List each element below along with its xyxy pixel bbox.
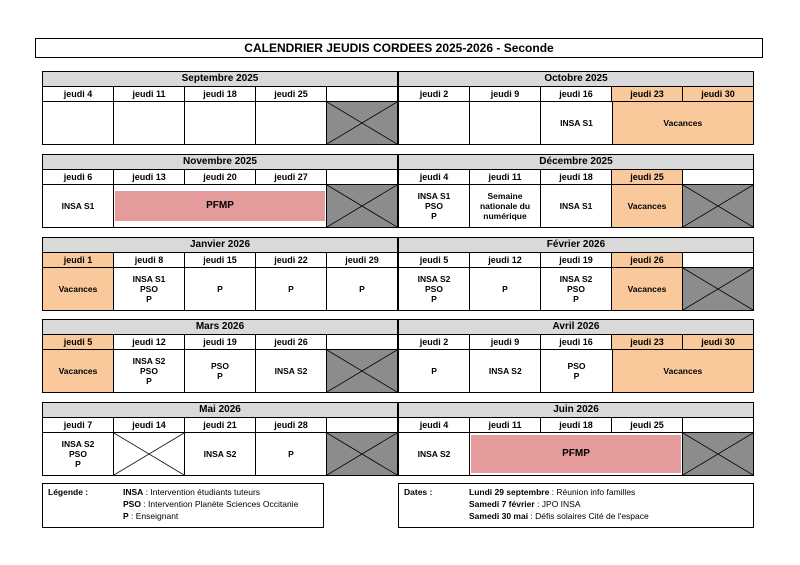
vacation-cell: Vacances [613, 350, 753, 392]
legend-key: INSA [123, 487, 144, 497]
date-key: Lundi 29 septembre [469, 487, 550, 497]
date-value: : JPO INSA [534, 499, 581, 509]
week-label: jeudi 28 [256, 418, 327, 432]
week-label: jeudi 30 [683, 335, 753, 349]
week-label [683, 170, 753, 184]
dates-title: Dates : [404, 487, 433, 497]
week-label: jeudi 12 [114, 335, 185, 349]
day-cell: INSA S1 PSO P [399, 185, 470, 227]
day-cell: P [256, 433, 327, 475]
week-label: jeudi 5 [43, 335, 114, 349]
week-label: jeudi 5 [399, 253, 470, 267]
day-cell: INSA S1 PSO P [114, 268, 185, 310]
day-cell [256, 102, 327, 144]
week-label: jeudi 29 [345, 255, 379, 265]
day-cell: INSA S2 [399, 433, 470, 475]
week-label: jeudi 23 [612, 87, 683, 101]
date-key: Samedi 7 février [469, 499, 535, 509]
week-label: jeudi 4 [399, 418, 470, 432]
day-cell: INSA S2 PSO P [114, 350, 185, 392]
day-cell: INSA S2 [185, 433, 256, 475]
day-cell [185, 102, 256, 144]
vacation-cell: Vacances [613, 102, 753, 144]
crossed-out-cell [327, 350, 397, 392]
month-title: Avril 2026 [399, 320, 753, 335]
week-label [683, 253, 753, 267]
crossed-out-cell [327, 102, 397, 144]
day-cell: P [359, 284, 365, 294]
week-label: jeudi 19 [185, 335, 256, 349]
pfmp-label: PFMP [471, 435, 681, 473]
month-title: Décembre 2025 [399, 155, 753, 170]
week-label: jeudi 13 [114, 170, 185, 184]
day-cell: INSA S2 PSO P [541, 268, 612, 310]
week-label: jeudi 23 [612, 335, 683, 349]
week-label: jeudi 25 [612, 418, 683, 432]
month-september [42, 71, 398, 145]
day-cell: P [399, 350, 470, 392]
vacation-cell: Vacances [612, 185, 683, 227]
month-november [42, 154, 398, 228]
crossed-out-cell [683, 185, 753, 227]
week-label: jeudi 4 [399, 170, 470, 184]
pfmp-label: PFMP [115, 191, 325, 221]
week-label: jeudi 27 [256, 170, 327, 184]
week-label: jeudi 18 [185, 87, 256, 101]
week-label [327, 87, 397, 101]
week-label: jeudi 26 [256, 335, 327, 349]
legend-title: Légende : [48, 487, 89, 497]
date-value: : Réunion info familles [549, 487, 636, 497]
week-label [683, 418, 753, 432]
legend-box [42, 483, 324, 528]
week-label: jeudi 19 [541, 253, 612, 267]
dates-box [398, 483, 754, 528]
day-cell: P [470, 268, 541, 310]
month-title: Février 2026 [399, 238, 753, 253]
pfmp-cell [114, 185, 327, 227]
week-label: jeudi 21 [185, 418, 256, 432]
vacation-cell: Vacances [43, 350, 114, 392]
month-title: Mai 2026 [43, 403, 397, 418]
week-label: jeudi 18 [541, 170, 612, 184]
day-cell [399, 102, 470, 144]
month-may [42, 402, 398, 476]
legend-value: : Intervention étudiants tuteurs [143, 487, 261, 497]
week-label [327, 418, 397, 432]
month-april [398, 319, 754, 393]
week-label: jeudi 2 [399, 335, 470, 349]
day-cell [43, 102, 114, 144]
legend-key: PSO [123, 499, 141, 509]
day-cell [470, 102, 541, 144]
week-label: jeudi 25 [256, 87, 327, 101]
week-label: jeudi 30 [683, 87, 753, 101]
month-june [398, 402, 754, 476]
day-cell: PSO P [185, 350, 256, 392]
day-cell: INSA S2 PSO P [399, 268, 470, 310]
week-label: jeudi 26 [612, 253, 683, 267]
vacation-cell: Vacances [43, 268, 114, 310]
crossed-out-cell [683, 268, 753, 310]
week-label: jeudi 2 [399, 87, 470, 101]
crossed-out-cell [327, 185, 397, 227]
vacation-cell: Vacances [612, 268, 683, 310]
week-label: jeudi 1 [43, 253, 114, 267]
month-title: Octobre 2025 [399, 72, 753, 87]
day-cell: INSA S1 [541, 185, 612, 227]
month-title: Novembre 2025 [43, 155, 397, 170]
week-label: jeudi 6 [43, 170, 114, 184]
date-value: : Défis solaires Cité de l'espace [528, 511, 649, 521]
week-label: jeudi 11 [470, 418, 541, 432]
week-label: jeudi 11 [114, 87, 185, 101]
crossed-out-cell [683, 433, 753, 475]
day-cell: P [256, 268, 327, 310]
week-label: jeudi 15 [185, 253, 256, 267]
week-label: jeudi 9 [470, 335, 541, 349]
legend-value: : Intervention Planète Sciences Occitanie [140, 499, 299, 509]
day-cell: INSA S1 [43, 185, 114, 227]
month-title: Juin 2026 [399, 403, 753, 418]
day-cell: P [185, 268, 256, 310]
week-label: jeudi 9 [470, 87, 541, 101]
week-label [327, 170, 397, 184]
week-label: jeudi 18 [541, 418, 612, 432]
month-march [42, 319, 398, 393]
day-cell: INSA S2 [256, 350, 327, 392]
week-label: jeudi 25 [612, 170, 683, 184]
week-label: jeudi 22 [256, 253, 327, 267]
month-title: Janvier 2026 [43, 238, 397, 253]
month-title: Mars 2026 [43, 320, 397, 335]
week-label: jeudi 7 [43, 418, 114, 432]
legend-value: : Enseignant [128, 511, 179, 521]
month-october [398, 71, 754, 145]
day-cell: INSA S2 PSO P [43, 433, 114, 475]
day-cell: PSO P [541, 350, 612, 392]
week-label: jeudi 8 [114, 253, 185, 267]
crossed-out-cell [327, 433, 397, 475]
day-cell: Semaine nationale du numérique [470, 185, 541, 227]
month-february [398, 237, 754, 311]
day-cell: INSA S2 [470, 350, 541, 392]
month-december [398, 154, 754, 228]
week-label: jeudi 20 [185, 170, 256, 184]
week-label: jeudi 16 [541, 87, 612, 101]
day-cell: INSA S1 [541, 102, 612, 144]
month-title: Septembre 2025 [43, 72, 397, 87]
pfmp-cell [470, 433, 683, 475]
crossed-out-cell [114, 433, 185, 475]
week-label: jeudi 12 [470, 253, 541, 267]
month-january [42, 237, 398, 311]
page-title: CALENDRIER JEUDIS CORDEES 2025-2026 - Seconde [35, 38, 763, 58]
date-key: Samedi 30 mai [469, 511, 529, 521]
week-label: jeudi 11 [470, 170, 541, 184]
week-label [327, 335, 397, 349]
legend-key: P [123, 511, 129, 521]
week-label: jeudi 14 [114, 418, 185, 432]
day-cell [114, 102, 185, 144]
week-label: jeudi 4 [43, 87, 114, 101]
week-label: jeudi 16 [541, 335, 612, 349]
